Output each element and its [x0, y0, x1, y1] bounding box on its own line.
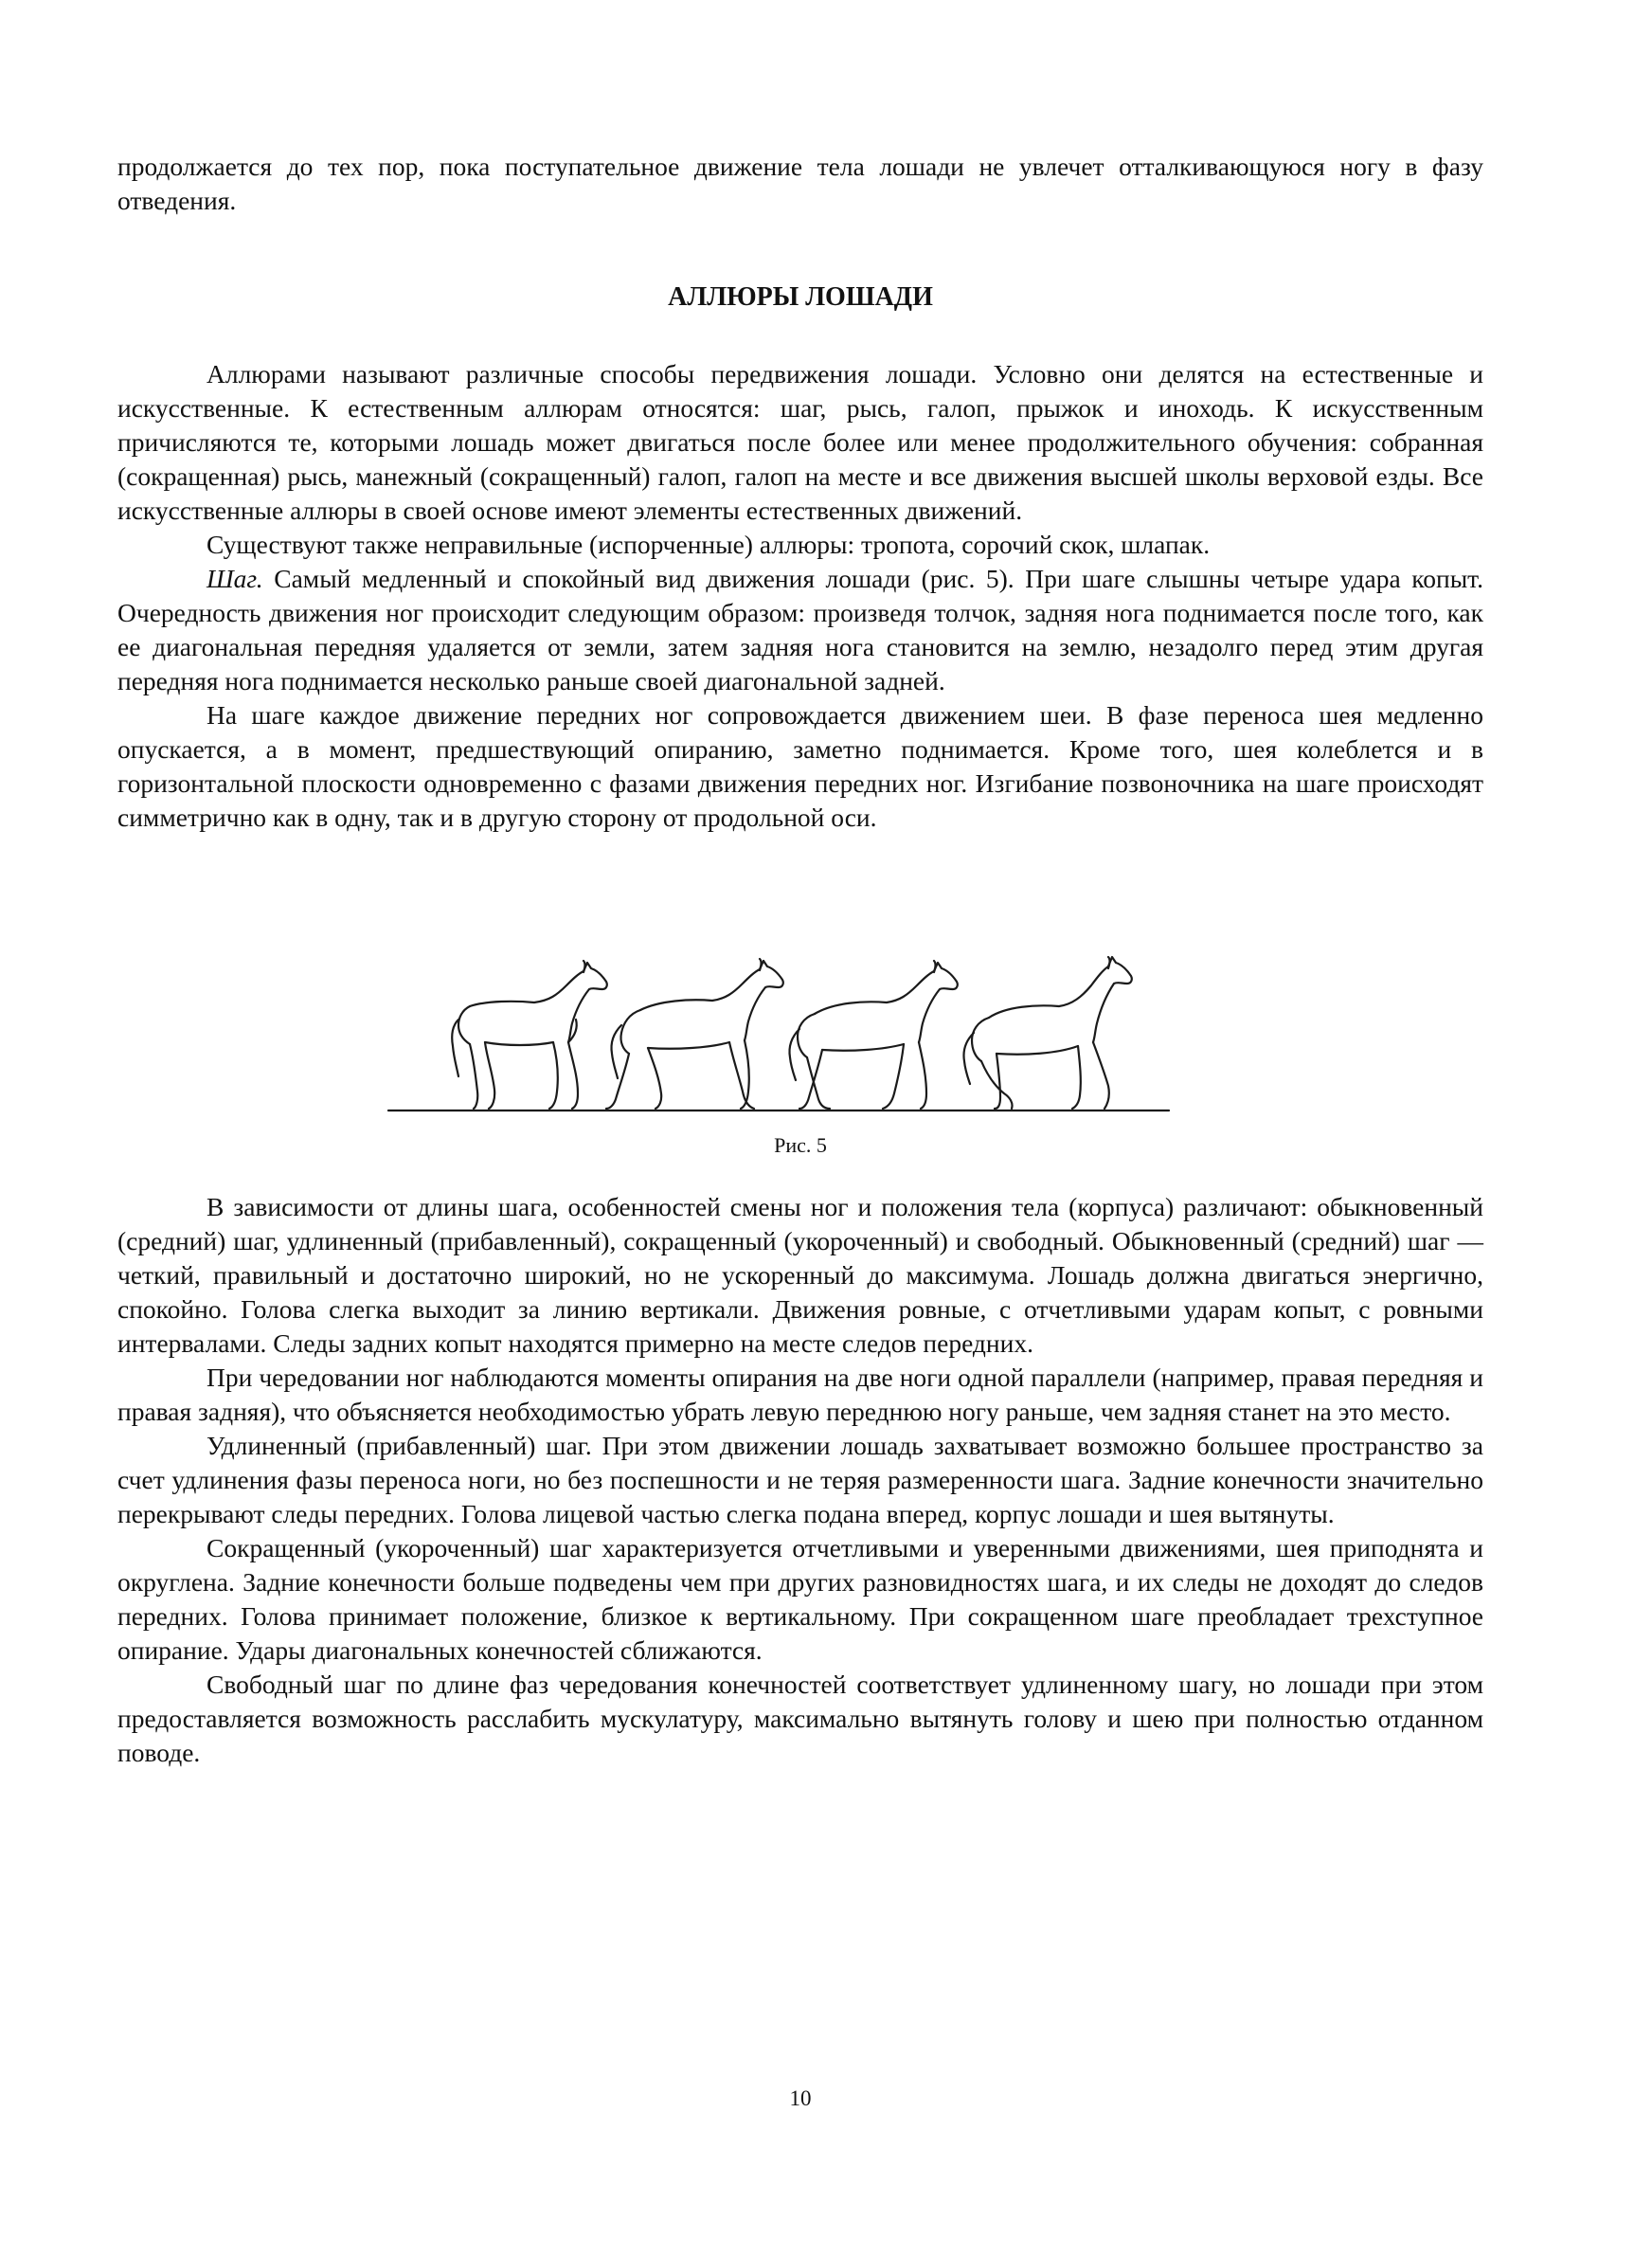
walk-description: Самый медленный и спокойный вид движения лошади (рис. 5). При шаге слышны четыре удара копыт. Очередность движения ног происходит следующим образом: произведя толчок, задняя нога поднимается после того, как ее диагональная передняя удаляется от земли, затем задняя нога становится на землю, незадолго перед этим другая передняя нога поднимается несколько раньше своей диагональной задней.	[117, 564, 1483, 695]
body-paragraph-walk-kinds: В зависимости от длины шага, особенностей смены ног и положения тела (корпуса) различают: обыкновенный (средний) шаг, удлиненный (прибавленный), сокращенный (укороченный) и свободный. Обыкновенный (средний) шаг — четкий, правильный и достаточно широкий, но не ускоренный до максимума. Лошадь должна двигаться энергично, спокойно. Голова слегка выходит за линию вертикали. Движения ровные, с отчетливыми ударам копыт, с ровными интервалами. Следы задних копыт находятся примерно на месте следов передних.	[117, 1192, 1483, 1358]
horse-4	[963, 957, 1131, 1109]
intro-paragraph-gaits: Аллюрами называют различные способы передвижения лошади. Условно они делятся на естественные и искусственные. К естественным аллюрам относятся: шаг, рысь, галоп, прыжок и иноходь. К искусственным причисляются те, которыми лошадь может двигаться после более или менее продолжительного обучения: собранная (сокращенная) рысь, манежный (сокращенный) галоп, галоп на месте и все движения высшей школы верховой езды. Все искусственные аллюры в своей основе имеют элементы естественных движений.	[117, 359, 1483, 525]
lead-paragraph-block	[117, 150, 1483, 218]
body-paragraph-collected-walk: Сокращенный (укороченный) шаг характеризуется отчетливыми и уверенными движениями, шея приподнята и округлена. Задние конечности больше подведены чем при других разновидностях шага, и их следы не доходят до следов передних. Голова принимает положение, близкое к вертикальному. При сокращенном шаге преобладает трехступное опирание. Удары диагональных конечностей сближаются.	[117, 1533, 1483, 1665]
walk-term: Шаг.	[206, 564, 263, 593]
intro-paragraph-neck: На шаге каждое движение передних ног сопровождается движением шеи. В фазе переноса шея медленно опускается, а в момент, предшествующий опиранию, заметно поднимается. Кроме того, шея колеблется и в горизонтальной плоскости одновременно с фазами движения передних ног. Изгибание позвоночника на шаге происходят симметрично как в одну, так и в другую сторону от продольной оси.	[117, 700, 1483, 832]
walk-types-section	[117, 1190, 1483, 1770]
horse-2	[606, 959, 783, 1109]
figure-caption: Рис. 5	[774, 1133, 827, 1157]
intro-paragraph-incorrect-gaits: Существуют также неправильные (испорченные) аллюры: тропота, сорочий скок, шлапак.	[206, 530, 1211, 559]
body-paragraph-leg-alternation: При чередовании ног наблюдаются моменты опирания на две ноги одной параллели (например, правая передняя и правая задняя), что объясняется необходимостью убрать левую переднюю ногу раньше, чем задняя станет на это место.	[117, 1363, 1483, 1426]
body-paragraph-free-walk: Свободный шаг по длине фаз чередования конечностей соответствует удлиненному шагу, но лошади при этом предоставляется возможность расслабить мускулатуру, максимально вытянуть голову и шею при полностью отданном поводе.	[117, 1670, 1483, 1767]
intro-paragraph-walk	[117, 562, 1483, 698]
horse-1	[452, 961, 607, 1109]
page-number: 10	[789, 2086, 812, 2110]
horse-walk-sequence-icon	[383, 919, 1178, 1131]
lead-paragraph: продолжается до тех пор, пока поступательное движение тела лошади не увлечет отталкивающуюся ногу в фазу отведения.	[117, 152, 1483, 215]
body-paragraph-extended-walk: Удлиненный (прибавленный) шаг. При этом движении лошадь захватывает возможно большее пространство за счет удлинения фазы переноса ноги, но без поспешности и не теряя размеренности шага. Задние конечности значительно перекрывают следы передних. Голова лицевой частью слегка подана вперед, корпус лошади и шея вытянуты.	[117, 1431, 1483, 1528]
figure-5	[383, 919, 1178, 1131]
intro-section	[117, 357, 1483, 835]
section-title: АЛЛЮРЫ ЛОШАДИ	[668, 282, 933, 312]
horse-3	[789, 961, 957, 1109]
